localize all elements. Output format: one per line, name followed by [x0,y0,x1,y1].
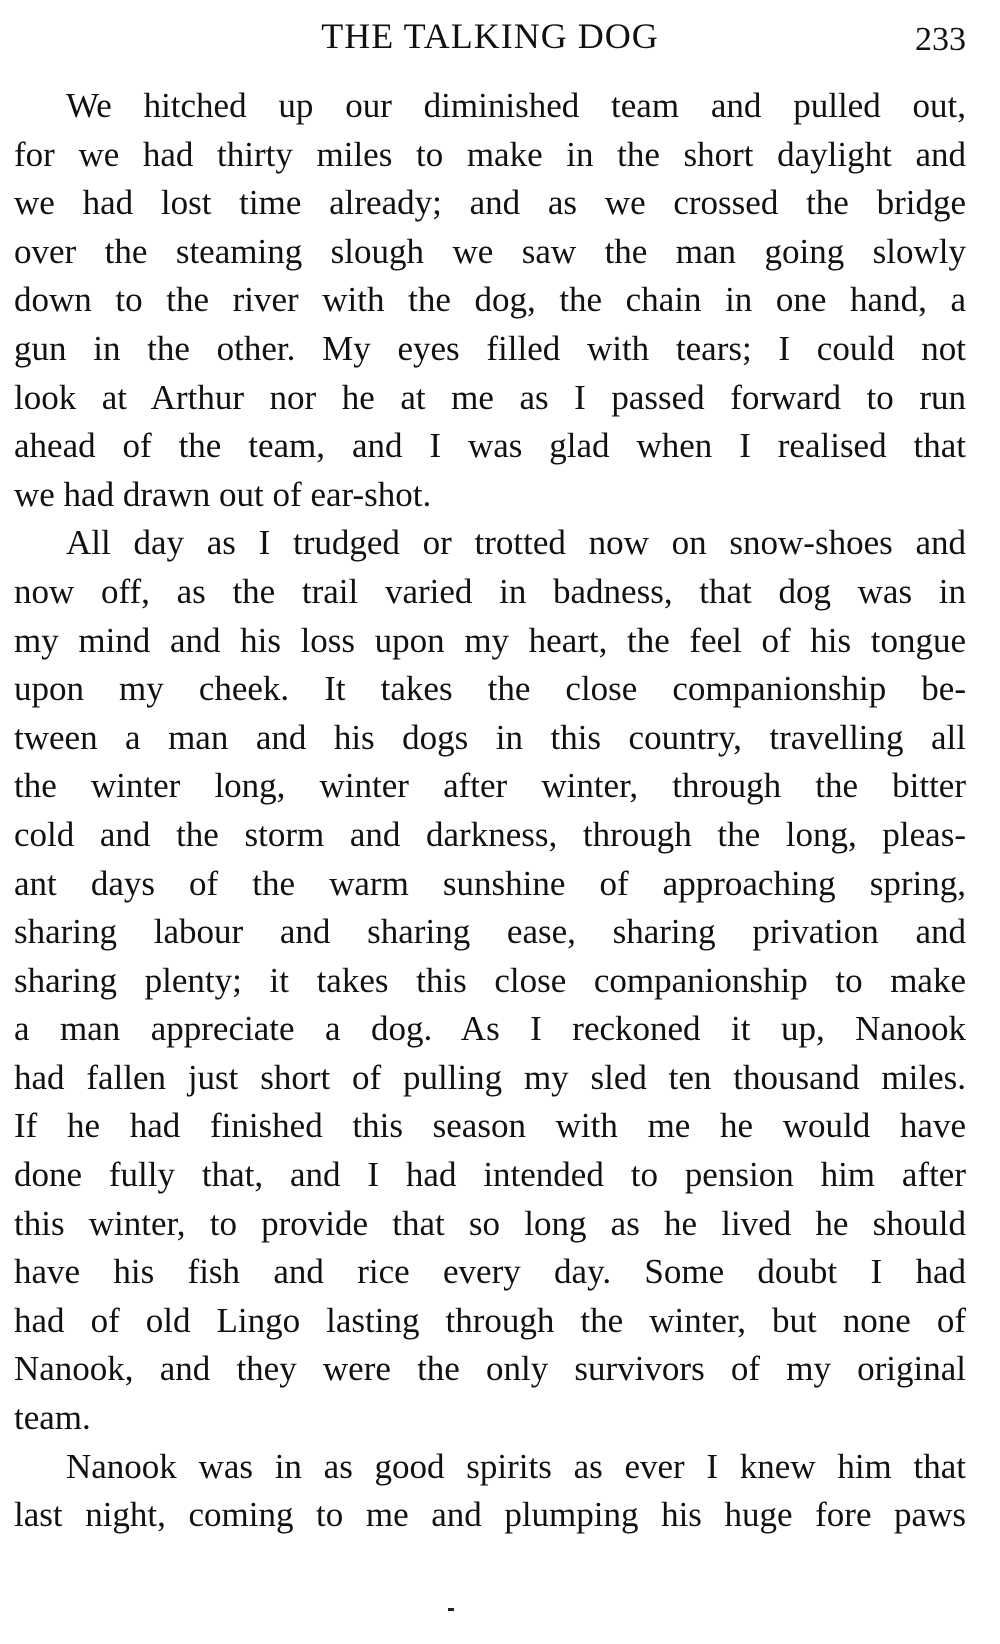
text-line: over the steaming slough we saw the man going slowly [14,231,966,271]
text-line: this winter, to provide that so long as he lived he should [14,1203,966,1243]
print-mark [448,1608,454,1611]
text-line: now off, as the trail varied in badness, that dog was in [14,571,966,611]
text-line: the winter long, winter after winter, through the bitter [14,766,966,806]
text-line: had fallen just short of pulling my sled ten thousand miles. [14,1057,966,1097]
text-line: tween a man and his dogs in this country, travelling all [14,717,966,757]
text-line: we had lost time already; and as we crossed the bridge [14,183,966,223]
text-line: sharing labour and sharing ease, sharing privation and [14,912,966,952]
text-line: upon my cheek. It takes the close companionship be- [14,669,966,709]
text-line: ant days of the warm sunshine of approaching spring, [14,863,966,903]
text-line: have his fish and rice every day. Some doubt I had [14,1252,966,1292]
text-line: team. [14,1398,91,1438]
body-text [14,82,966,1540]
text-line: cold and the storm and darkness, through the long, pleas- [14,814,966,854]
text-line: for we had thirty miles to make in the short daylight and [14,134,966,174]
text-line: my mind and his loss upon my heart, the feel of his tongue [14,620,966,660]
text-line: had of old Lingo lasting through the winter, but none of [14,1300,966,1340]
text-line: We hitched up our diminished team and pulled out, [66,86,966,125]
page-header [14,14,966,60]
text-line: Nanook was in as good spirits as ever I knew him that [66,1446,966,1486]
text-line: look at Arthur nor he at me as I passed forward to run [14,377,966,417]
text-line: we had drawn out of ear-shot. [14,474,432,514]
running-title: THE TALKING DOG [321,16,659,56]
page-number: 233 [915,21,966,58]
text-line: If he had finished this season with me he would have [14,1106,966,1146]
paragraph-3 [14,1443,966,1540]
paragraph-1 [14,82,966,519]
text-line: down to the river with the dog, the chain in one hand, a [14,280,966,320]
text-line: Nanook, and they were the only survivors of my original [14,1349,966,1389]
text-line: sharing plenty; it takes this close companionship to make [14,960,966,1000]
text-line: All day as I trudged or trotted now on snow-shoes and [66,523,966,563]
text-line: gun in the other. My eyes filled with tears; I could not [14,328,966,368]
text-line: a man appreciate a dog. As I reckoned it up, Nanook [14,1009,966,1049]
paragraph-2 [14,519,966,1442]
text-line: done fully that, and I had intended to pension him after [14,1155,966,1195]
text-line: ahead of the team, and I was glad when I realised that [14,426,966,466]
text-line: last night, coming to me and plumping his huge fore paws [14,1495,966,1535]
